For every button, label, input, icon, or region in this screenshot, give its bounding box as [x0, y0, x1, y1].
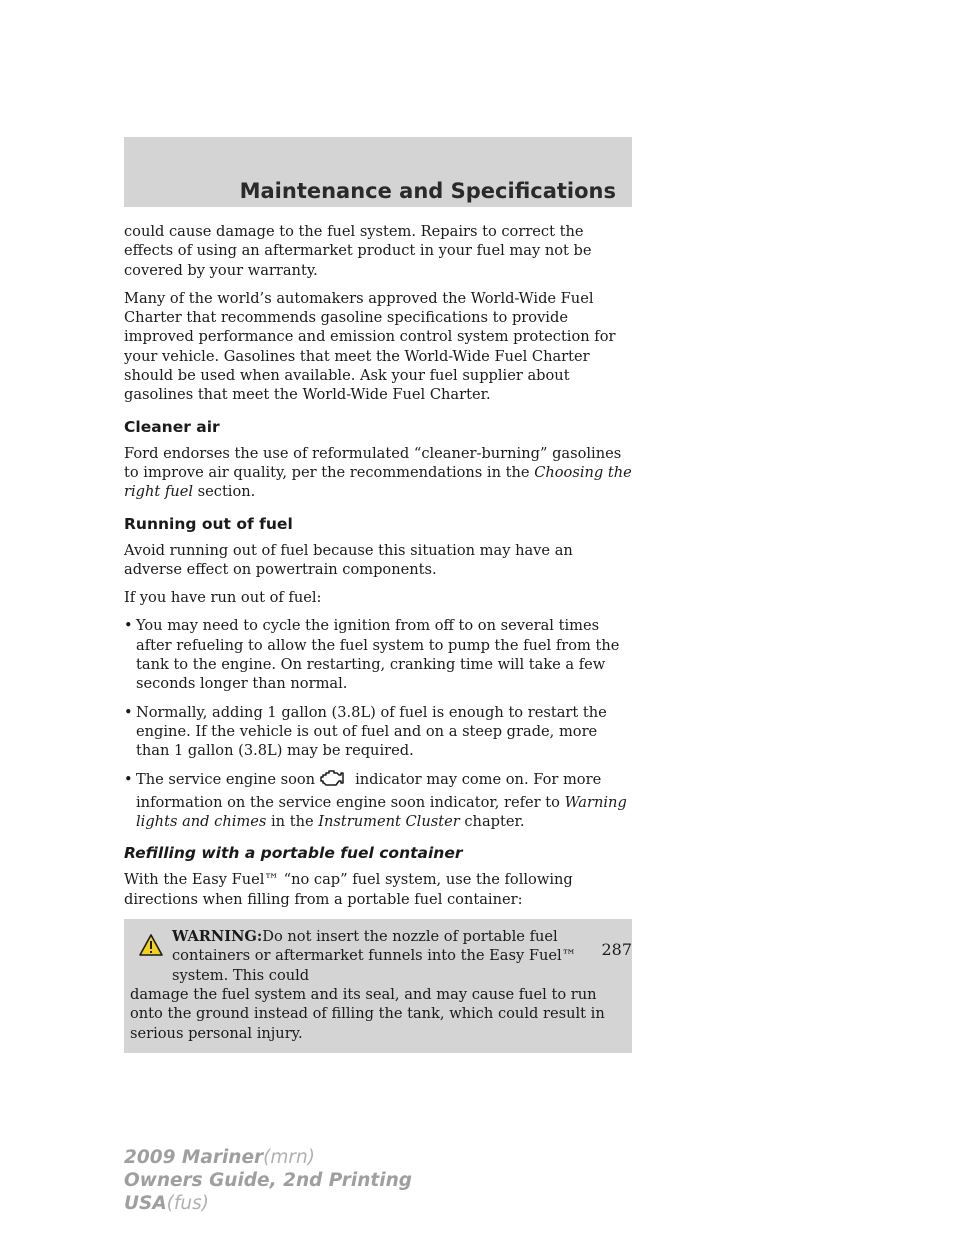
paragraph-cleaner-air: Ford endorses the use of reformulated “cleaner-burning” gasolines to improve air quality, per the recommendations in the Choosing the right fuel section.: [124, 444, 632, 501]
reference-choosing-fuel: Choosing the right fuel: [124, 463, 632, 501]
list-item: • The service engine soon indicator may come on. For more information on the service engine soon indicator, refer to Warning lights and chimes in the Instrument Cluster chapter.: [124, 770, 627, 831]
paragraph-fuel-charter: Many of the world’s automakers approved the World-Wide Fuel Charter that recommends gasoline specifications to provide improved performance and emission control system protection for your vehicle. Gasolines that meet the World-Wide Fuel Charter should be used when available. Ask your fuel supplier about gasolines that meet the World-Wide Fuel Charter.: [124, 289, 616, 404]
bullet-icon: •: [124, 703, 133, 721]
section-title: Maintenance and Specifications: [239, 179, 616, 203]
page-content: [124, 222, 632, 1053]
page-number: 287: [601, 940, 632, 959]
engine-icon: [319, 770, 345, 793]
paragraph-refilling: With the Easy Fuel™ “no cap” fuel system, use the following directions when filling from a portable fuel container:: [124, 871, 573, 908]
footer: 2009 Mariner(mrn) Owners Guide, 2nd Printing USA(fus): [124, 1147, 413, 1214]
section-header: [124, 137, 632, 207]
bullet-icon: •: [124, 770, 133, 788]
warning-text: WARNING:Do not insert the nozzle of portable fuel containers or aftermarket funnels into the Easy Fuel™ system. This could damage the fuel system and its seal, and may cause fuel to run onto the ground instead of filling the tank, which could result in serious personal injury.: [130, 928, 605, 1042]
list-item: • You may need to cycle the ignition from off to on several times after refueling to allow the fuel system to pump the fuel from the tank to the engine. On restarting, cranking time will take a few seconds longer than normal.: [124, 617, 620, 693]
warning-box: [124, 919, 632, 1053]
warning-label: WARNING:: [172, 928, 263, 946]
reference-instrument-cluster: Instrument Cluster: [318, 813, 460, 831]
heading-refilling: Refilling with a portable fuel container: [124, 844, 463, 863]
reference-warning-lights: Warning lights and chimes: [136, 793, 627, 831]
paragraph-lead: If you have run out of fuel:: [124, 589, 322, 607]
warning-triangle-icon: [138, 933, 164, 962]
heading-cleaner-air: Cleaner air: [124, 417, 220, 436]
bullet-icon: •: [124, 617, 133, 635]
paragraph-running-out: Avoid running out of fuel because this situation may have an adverse effect on powertrain components.: [124, 541, 573, 578]
heading-running-out: Running out of fuel: [124, 514, 293, 533]
paragraph-fuel-damage: could cause damage to the fuel system. Repairs to correct the effects of using an aftermarket product in your fuel may not be covered by your warranty.: [124, 223, 592, 279]
list-item: • Normally, adding 1 gallon (3.8L) of fuel is enough to restart the engine. If the vehicle is out of fuel and on a steep grade, more than 1 gallon (3.8L) may be required.: [124, 703, 607, 760]
